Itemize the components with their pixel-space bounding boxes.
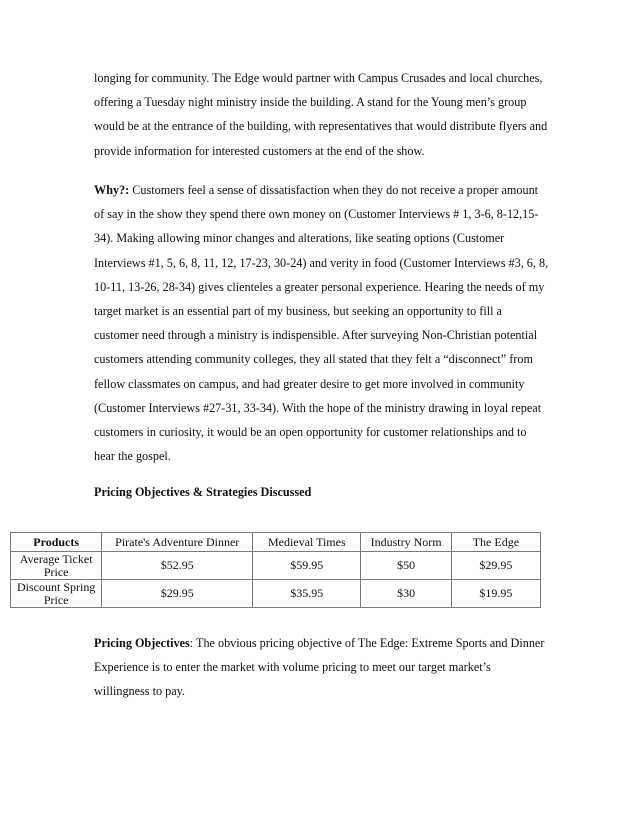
pricing-objectives-paragraph: [94, 631, 549, 704]
row-label: Average Ticket Price: [11, 552, 102, 580]
table-cell: $30: [361, 580, 451, 608]
table-header-row: [11, 533, 541, 552]
why-text: Customers feel a sense of dissatisfaction when they do not receive a proper amount of say in the show they spend there own money on (Customer Interviews # 1, 3-6, 8-12,15-34). Making allowing minor changes and alterations, like seating options (Customer Interviews #1, 5, 6, 8, 11, 12, 17-23, 30-24) and verity in food (Customer Interviews #3, 6, 8, 10-11, 13-26, 28-34) gives clienteles a greater personal experience. Hearing the needs of my target market is an essential part of my business, but seeking an opportunity to fill a customer need through a ministry is indispensible. After surveying Non-Christian potential customers attending community colleges, they all stated that they felt a “disconnect” from fellow classmates on campus, and had greater desire to get more involved in community (Customer Interviews #27-31, 33-34). With the hope of the ministry drawing in loyal repeat customers in curiosity, it would be an open opportunity for customer relationships and to hear the gospel.: [94, 183, 549, 464]
table-cell: $59.95: [253, 552, 361, 580]
row-label: Discount Spring Price: [11, 580, 102, 608]
table-row: [11, 552, 541, 580]
header-pirates-adventure-dinner: Pirate's Adventure Dinner: [102, 533, 253, 552]
intro-paragraph: longing for community. The Edge would partner with Campus Crusades and local churches, offering a Tuesday night ministry inside the building. A stand for the Young men’s group would be at the entrance of the building, with representatives that would distribute flyers and provide information for interested customers at the end of the show.: [94, 71, 548, 158]
header-industry-norm: Industry Norm: [361, 533, 451, 552]
table-cell: $29.95: [102, 580, 253, 608]
why-paragraph: [94, 178, 549, 468]
table-cell: $50: [361, 552, 451, 580]
table-cell: $35.95: [253, 580, 361, 608]
table-cell: $19.95: [451, 580, 540, 608]
header-medieval-times: Medieval Times: [253, 533, 361, 552]
table-cell: $52.95: [102, 552, 253, 580]
why-label: Why?:: [94, 183, 130, 197]
table-row: [11, 580, 541, 608]
pricing-table: [10, 532, 541, 608]
pricing-objectives-text: : The obvious pricing objective of The Edge: Extreme Sports and Dinner Experience is to enter the market with volume pricing to meet our target market’s willingness to pay.: [94, 636, 545, 699]
header-products: Products: [11, 533, 102, 552]
section-heading: Pricing Objectives & Strategies Discussed: [94, 485, 312, 499]
table-cell: $29.95: [451, 552, 540, 580]
header-the-edge: The Edge: [451, 533, 540, 552]
pricing-objectives-label: Pricing Objectives: [94, 636, 190, 650]
